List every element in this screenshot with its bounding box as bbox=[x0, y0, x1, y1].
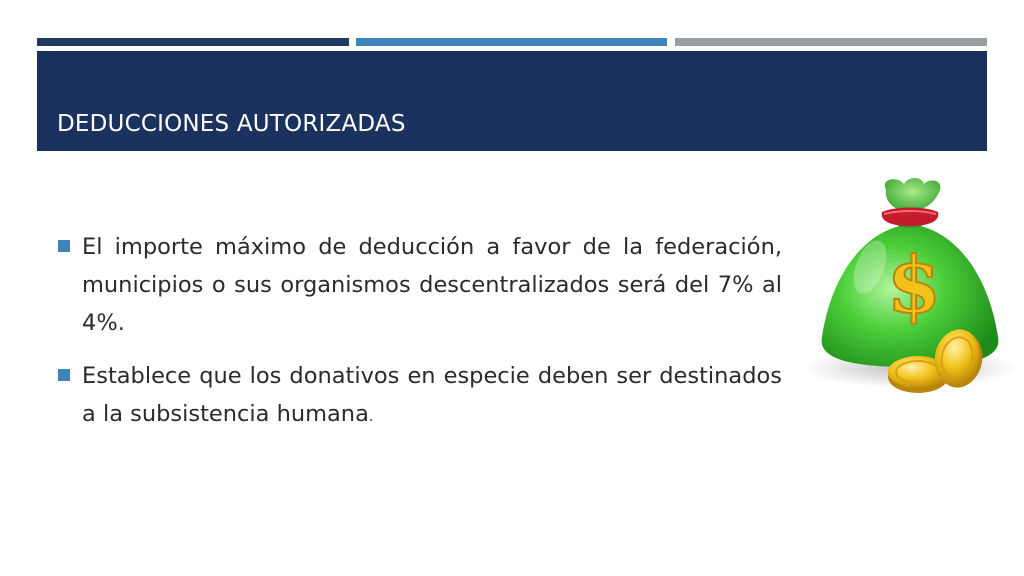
slide-title: DEDUCCIONES AUTORIZADAS bbox=[57, 111, 406, 137]
square-bullet-icon bbox=[58, 369, 70, 381]
bullet-trailing: . bbox=[368, 409, 374, 425]
dollar-sign-icon: $ bbox=[886, 240, 942, 331]
accent-stripe-gray bbox=[675, 38, 987, 46]
bullet-item bbox=[58, 228, 782, 345]
bullet-list bbox=[58, 228, 782, 448]
money-bag-icon bbox=[800, 172, 1020, 404]
accent-stripe-dark bbox=[37, 38, 349, 46]
bullet-text: Establece que los donativos en especie deben ser destinados a la subsistencia humana bbox=[82, 363, 782, 427]
square-bullet-icon bbox=[58, 240, 70, 252]
bullet-item bbox=[58, 357, 782, 436]
accent-stripe-blue bbox=[356, 38, 667, 46]
bullet-text: El importe máximo de deducción a favor de la federación, municipios o sus organismos descentralizados será del 7% al 4%. bbox=[82, 234, 782, 336]
title-bar bbox=[37, 51, 987, 151]
